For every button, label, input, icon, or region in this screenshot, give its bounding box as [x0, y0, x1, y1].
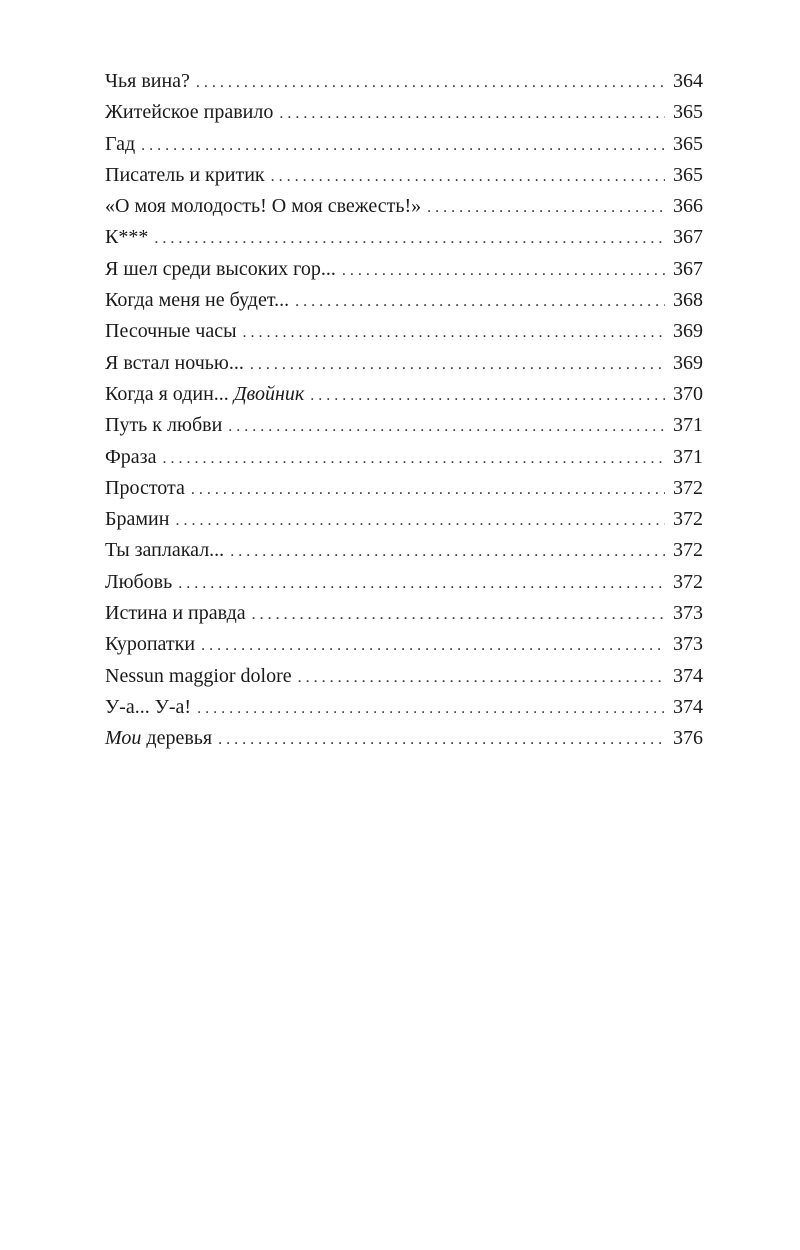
dot-leader	[279, 98, 665, 129]
dot-leader	[196, 67, 665, 98]
toc-entry-title: Ты заплакал...	[105, 539, 225, 562]
toc-entry	[105, 254, 703, 285]
dot-leader	[252, 599, 665, 630]
toc-entry-title: Песочные часы	[105, 320, 237, 343]
dot-leader	[201, 630, 665, 661]
dot-leader	[427, 192, 665, 223]
toc-entry	[105, 567, 703, 598]
toc-entry-page: 373	[673, 602, 703, 625]
toc-entry-title: Брамин	[105, 508, 170, 531]
dot-leader	[342, 255, 665, 286]
toc-entry	[105, 473, 703, 504]
toc-entry-title: Истина и правда	[105, 602, 246, 625]
toc-entry	[105, 97, 703, 128]
toc-entry-page: 371	[673, 414, 703, 437]
toc-entry-page: 374	[673, 664, 703, 687]
toc-entry	[105, 723, 703, 754]
toc-entry-title: Чья вина?	[105, 70, 190, 92]
toc-entry-page: 369	[673, 320, 703, 343]
toc-entry	[105, 629, 703, 660]
toc-entry	[105, 348, 703, 379]
dot-leader	[298, 662, 665, 693]
toc-entry	[105, 222, 703, 253]
toc-entry-page: 372	[673, 508, 703, 531]
toc-entry-title-italic: Мои	[105, 727, 142, 750]
toc-entry-title	[105, 723, 218, 754]
toc-entry	[105, 661, 703, 692]
toc-entry-page: 365	[673, 132, 703, 155]
dot-leader	[178, 568, 665, 599]
dot-leader	[230, 536, 665, 567]
toc-entry-page: 367	[673, 226, 703, 249]
toc-entry-title: Любовь	[105, 570, 173, 593]
toc-entry-title: Путь к любви	[105, 414, 223, 437]
toc-entry-page: 374	[673, 695, 703, 718]
toc-entry-title: Писатель и критик	[105, 163, 265, 186]
table-of-contents	[105, 66, 703, 755]
toc-entry-page: 373	[673, 633, 703, 656]
toc-entry-page: 367	[673, 257, 703, 280]
toc-entry-page: 372	[673, 476, 703, 499]
toc-entry-page: 372	[673, 539, 703, 562]
dot-leader	[250, 349, 665, 380]
toc-entry-title: Я шел среди высоких гор...	[105, 257, 336, 280]
dot-leader	[310, 380, 665, 411]
toc-entry-page: 369	[673, 351, 703, 374]
dot-leader	[228, 411, 665, 442]
toc-entry-title: У-а... У-а!	[105, 695, 192, 718]
toc-entry-page: 376	[673, 727, 703, 750]
dot-leader	[141, 130, 665, 161]
toc-entry-title: Простота	[105, 476, 185, 499]
dot-leader	[295, 286, 665, 317]
toc-entry-title: Nessun maggior dolore	[105, 664, 292, 687]
toc-entry	[105, 160, 703, 191]
toc-entry-page: 364	[673, 70, 703, 92]
toc-entry-page: 371	[673, 445, 703, 468]
toc-entry-title: Фраза	[105, 445, 157, 468]
toc-entry	[105, 379, 703, 410]
toc-entry-page: 372	[673, 570, 703, 593]
toc-entry-page: 365	[673, 101, 703, 124]
toc-entry-title: К***	[105, 226, 149, 249]
dot-leader	[243, 317, 665, 348]
dot-leader	[271, 161, 665, 192]
toc-entry	[105, 535, 703, 566]
toc-entry-title: Житейское правило	[105, 101, 274, 124]
toc-entry-title: Куропатки	[105, 633, 196, 656]
toc-entry-title: Когда меня не будет...	[105, 289, 290, 312]
toc-entry-title: Я встал ночью...	[105, 351, 244, 374]
toc-entry-page: 366	[673, 195, 703, 218]
toc-entry-title: «О моя молодость! О моя свежесть!»	[105, 195, 422, 218]
toc-entry-page: 365	[673, 163, 703, 186]
toc-entry	[105, 66, 703, 97]
dot-leader	[218, 724, 665, 755]
toc-entry	[105, 598, 703, 629]
toc-entry-title: Гад	[105, 132, 136, 155]
toc-entry	[105, 410, 703, 441]
dot-leader	[197, 693, 665, 724]
toc-entry	[105, 692, 703, 723]
dot-leader	[162, 443, 665, 474]
toc-entry	[105, 191, 703, 222]
toc-entry-page: 370	[673, 382, 703, 405]
toc-entry	[105, 504, 703, 535]
toc-entry	[105, 129, 703, 160]
dot-leader	[191, 474, 665, 505]
toc-entry-title-italic: Двойник	[233, 382, 305, 405]
dot-leader	[175, 505, 665, 536]
toc-entry-title	[105, 379, 310, 410]
toc-entry	[105, 285, 703, 316]
toc-entry-title-text: Когда я один...	[105, 382, 234, 405]
toc-entry	[105, 316, 703, 347]
toc-entry	[105, 442, 703, 473]
dot-leader	[154, 223, 665, 254]
toc-entry-page: 368	[673, 289, 703, 312]
toc-entry-title-text: деревья	[141, 727, 213, 750]
